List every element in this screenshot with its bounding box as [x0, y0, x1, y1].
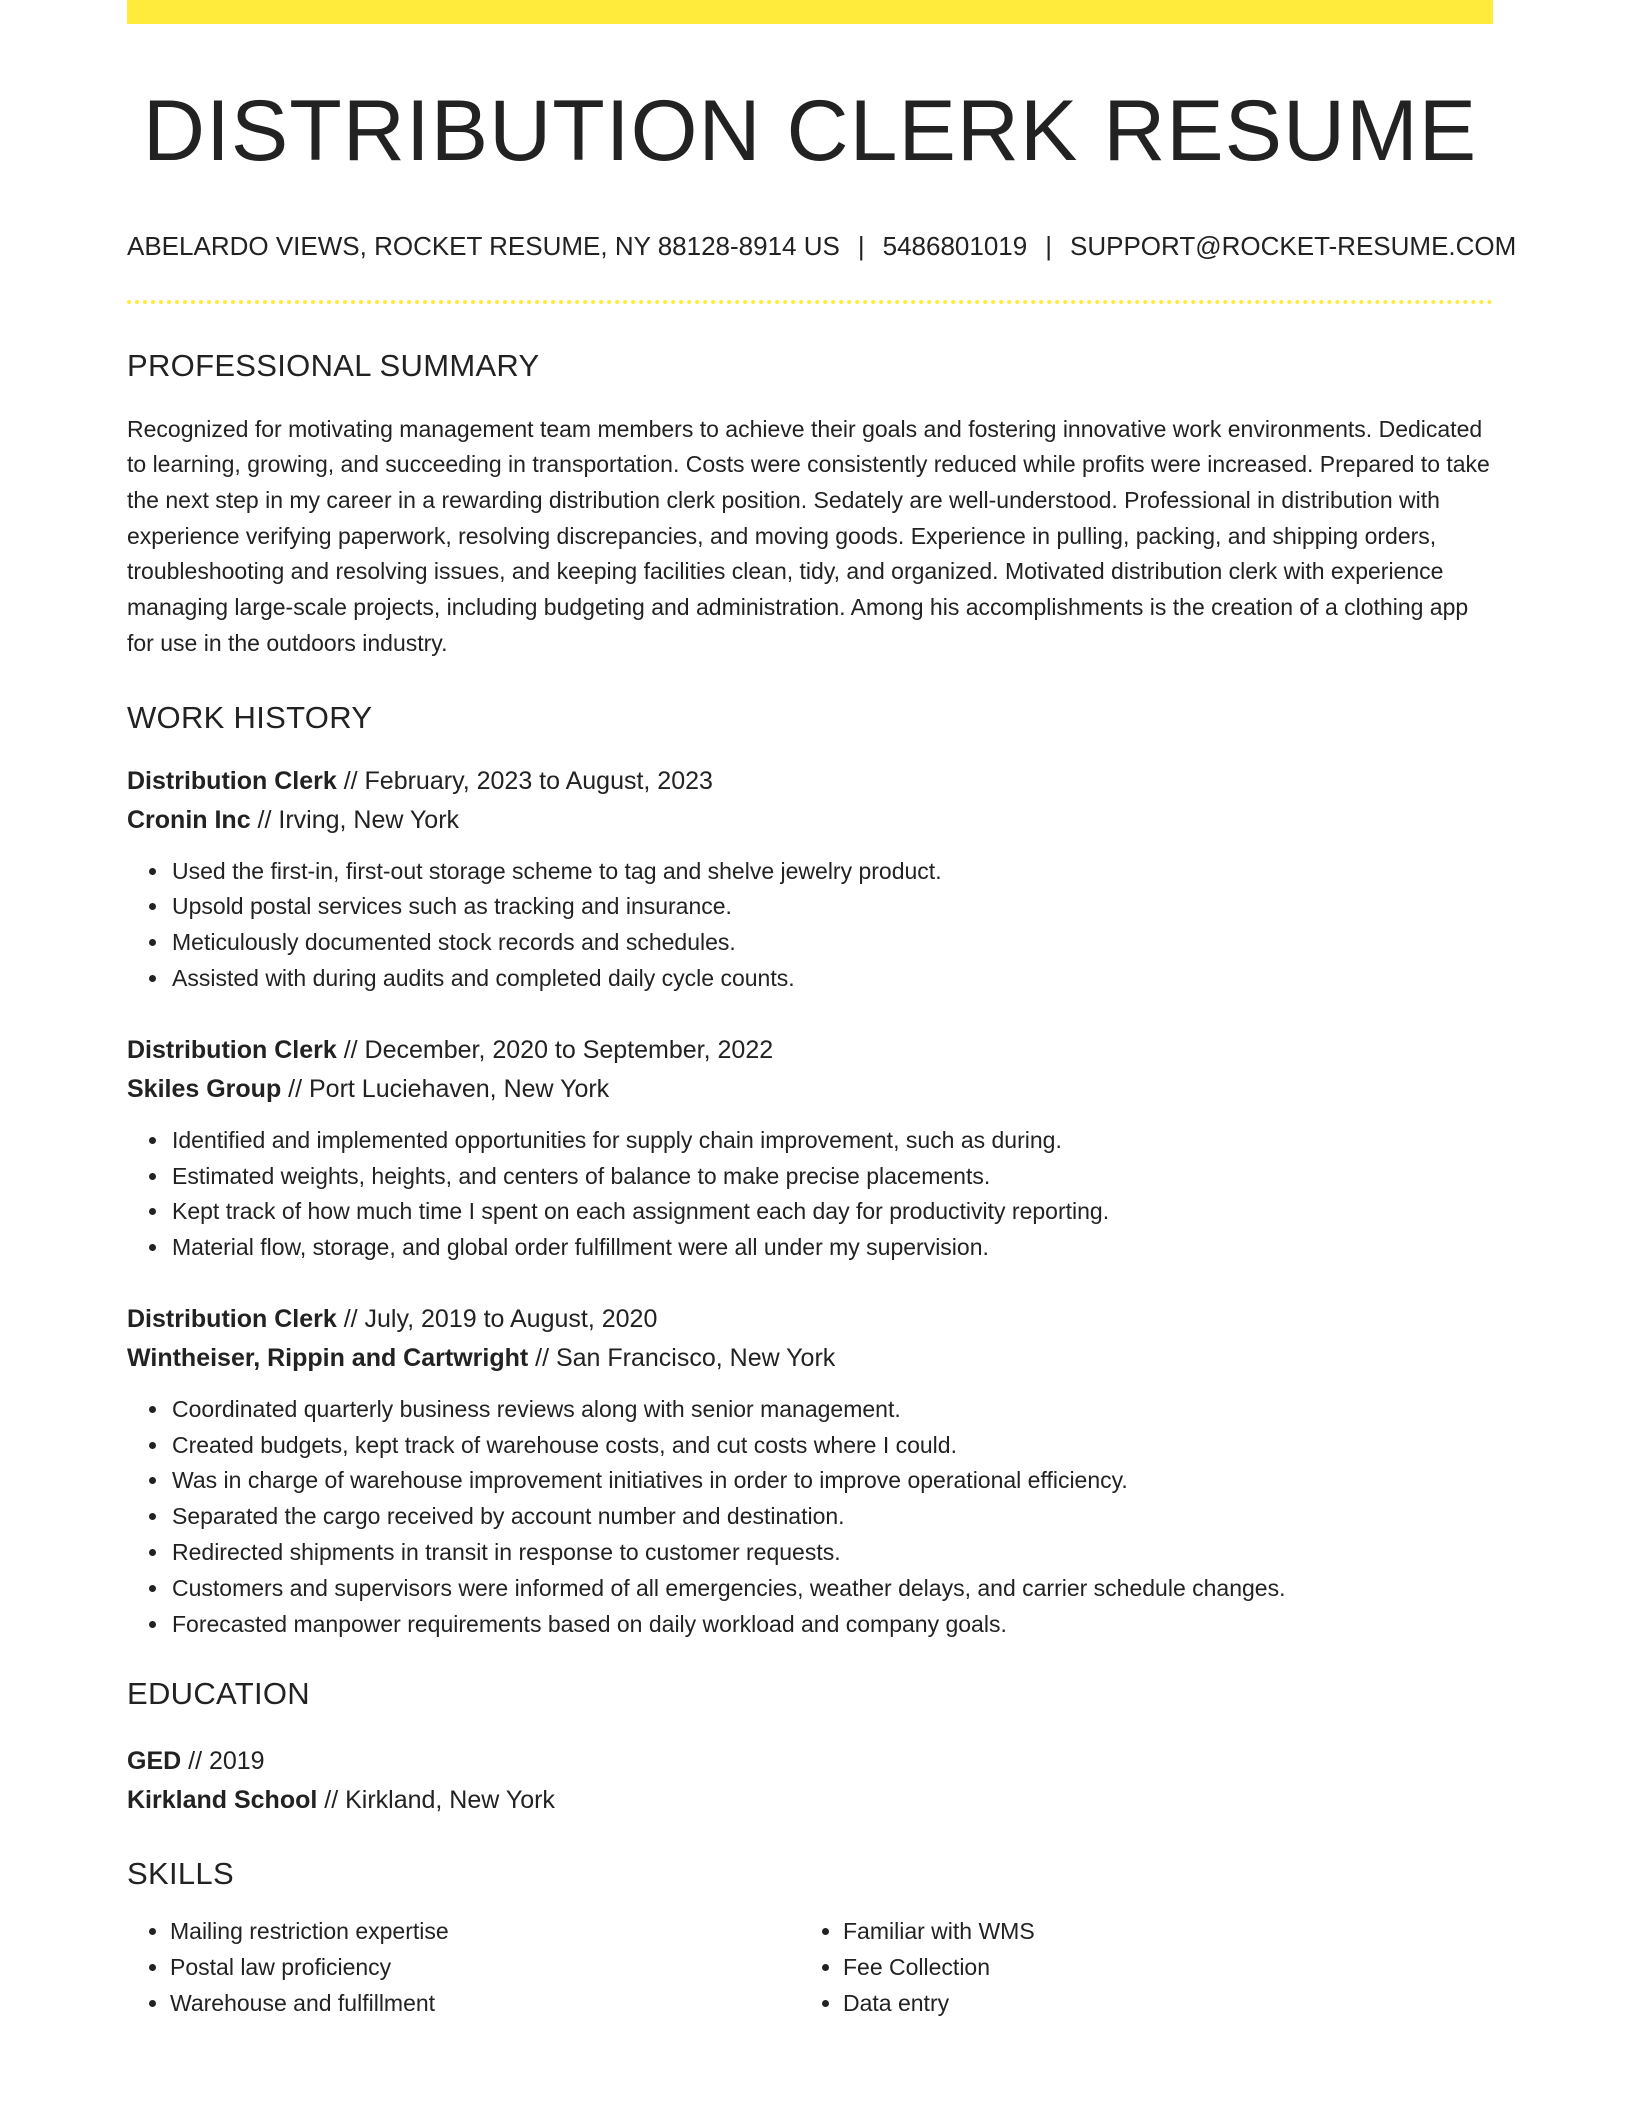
skills-column-left	[127, 1914, 800, 2021]
skill-item: • Postal law proficiency	[170, 1950, 800, 1986]
contact-separator: |	[857, 230, 865, 261]
summary-heading: PROFESSIONAL SUMMARY	[127, 347, 540, 383]
job-entry	[127, 1031, 1493, 1266]
job-bullet: • Kept track of how much time I spent on each assignment each day for productivity reporting.	[170, 1194, 1493, 1230]
contact-line	[127, 230, 1517, 262]
job-bullet: • Created budgets, kept track of warehouse costs, and cut costs where I could.	[170, 1428, 1493, 1464]
job-location: // Port Luciehaven, New York	[281, 1074, 610, 1103]
dotted-divider	[127, 300, 1493, 304]
job-dates: // February, 2023 to August, 2023	[336, 766, 713, 795]
contact-address: ABELARDO VIEWS, ROCKET RESUME, NY 88128-8914 US	[127, 230, 840, 261]
job-title: Distribution Clerk	[127, 1304, 337, 1333]
job-title-line	[127, 762, 1493, 801]
job-location: // Irving, New York	[250, 805, 460, 834]
job-entry	[127, 1300, 1493, 1643]
job-company: Cronin Inc	[127, 805, 251, 834]
job-company: Wintheiser, Rippin and Cartwright	[127, 1343, 529, 1372]
job-bullet: • Was in charge of warehouse improvement initiatives in order to improve operational efficiency.	[170, 1463, 1493, 1499]
job-bullet: • Upsold postal services such as tracking and insurance.	[170, 889, 1493, 925]
education-degree: GED	[127, 1747, 182, 1776]
education-heading: EDUCATION	[127, 1676, 310, 1712]
work-history-heading: WORK HISTORY	[127, 699, 373, 735]
education-entry	[127, 1742, 1493, 1820]
summary-text: Recognized for motivating management team members to achieve their goals and fostering innovative work environments. Dedicated to learning, growing, and succeeding in transportation. Costs were consistently reduced while profits were increased. Prepared to take the next step in my career in a rewarding distribution clerk position. Sedately are well-understood. Professional in distribution with experience verifying paperwork, resolving discrepancies, and moving goods. Experience in pulling, packing, and shipping orders, troubleshooting and resolving issues, and keeping facilities clean, tidy, and organized. Motivated distribution clerk with experience managing large-scale projects, including budgeting and administration. Among his accomplishments is the creation of a clothing app for use in the outdoors industry.	[127, 415, 1490, 656]
job-title-line	[127, 1031, 1493, 1070]
job-bullet: • Separated the cargo received by account number and destination.	[170, 1499, 1493, 1535]
contact-email: SUPPORT@ROCKET-RESUME.COM	[1070, 230, 1517, 261]
skills-column-right	[800, 1914, 1473, 2021]
job-title: Distribution Clerk	[127, 1035, 337, 1064]
education-school-line	[127, 1781, 1493, 1820]
job-bullet: • Used the first-in, first-out storage scheme to tag and shelve jewelry product.	[170, 854, 1493, 890]
skills-heading: SKILLS	[127, 1856, 234, 1892]
job-company: Skiles Group	[127, 1074, 282, 1103]
skill-item: • Warehouse and fulfillment	[170, 1986, 800, 2022]
job-bullet: • Customers and supervisors were informed of all emergencies, weather delays, and carrier schedule changes.	[170, 1571, 1493, 1607]
job-dates: // July, 2019 to August, 2020	[336, 1304, 658, 1333]
job-title: Distribution Clerk	[127, 766, 337, 795]
skill-item: • Familiar with WMS	[843, 1914, 1473, 1950]
job-bullet: • Identified and implemented opportunities for supply chain improvement, such as during.	[170, 1123, 1493, 1159]
education-year: // 2019	[181, 1747, 265, 1776]
education-degree-line	[127, 1742, 1493, 1781]
job-bullets	[127, 854, 1493, 997]
skill-item: • Fee Collection	[843, 1950, 1473, 1986]
job-entry	[127, 762, 1493, 997]
contact-phone: 5486801019	[882, 230, 1028, 261]
education-location: // Kirkland, New York	[317, 1786, 555, 1815]
education-school: Kirkland School	[127, 1786, 318, 1815]
job-title-line	[127, 1300, 1493, 1339]
job-company-line	[127, 801, 1493, 840]
job-bullet: • Estimated weights, heights, and centers of balance to make precise placements.	[170, 1159, 1493, 1195]
job-bullet: • Coordinated quarterly business reviews along with senior management.	[170, 1392, 1493, 1428]
job-company-line	[127, 1339, 1493, 1378]
job-company-line	[127, 1070, 1493, 1109]
resume-page	[127, 0, 1517, 2022]
skill-item: • Mailing restriction expertise	[170, 1914, 800, 1950]
job-bullet: • Forecasted manpower requirements based on daily workload and company goals.	[170, 1607, 1493, 1643]
job-bullet: • Redirected shipments in transit in response to customer requests.	[170, 1535, 1493, 1571]
job-bullet: • Material flow, storage, and global order fulfillment were all under my supervision.	[170, 1230, 1493, 1266]
job-location: // San Francisco, New York	[528, 1343, 836, 1372]
job-bullets	[127, 1123, 1493, 1266]
top-accent-bar	[127, 0, 1493, 24]
skill-item: • Data entry	[843, 1986, 1473, 2022]
skills-list	[127, 1914, 1493, 2021]
job-bullets	[127, 1392, 1493, 1643]
job-bullet: • Meticulously documented stock records and schedules.	[170, 925, 1493, 961]
job-dates: // December, 2020 to September, 2022	[336, 1035, 774, 1064]
job-bullet: • Assisted with during audits and completed daily cycle counts.	[170, 961, 1493, 997]
contact-separator: |	[1045, 230, 1052, 261]
resume-title: DISTRIBUTION CLERK RESUME	[142, 83, 1478, 179]
